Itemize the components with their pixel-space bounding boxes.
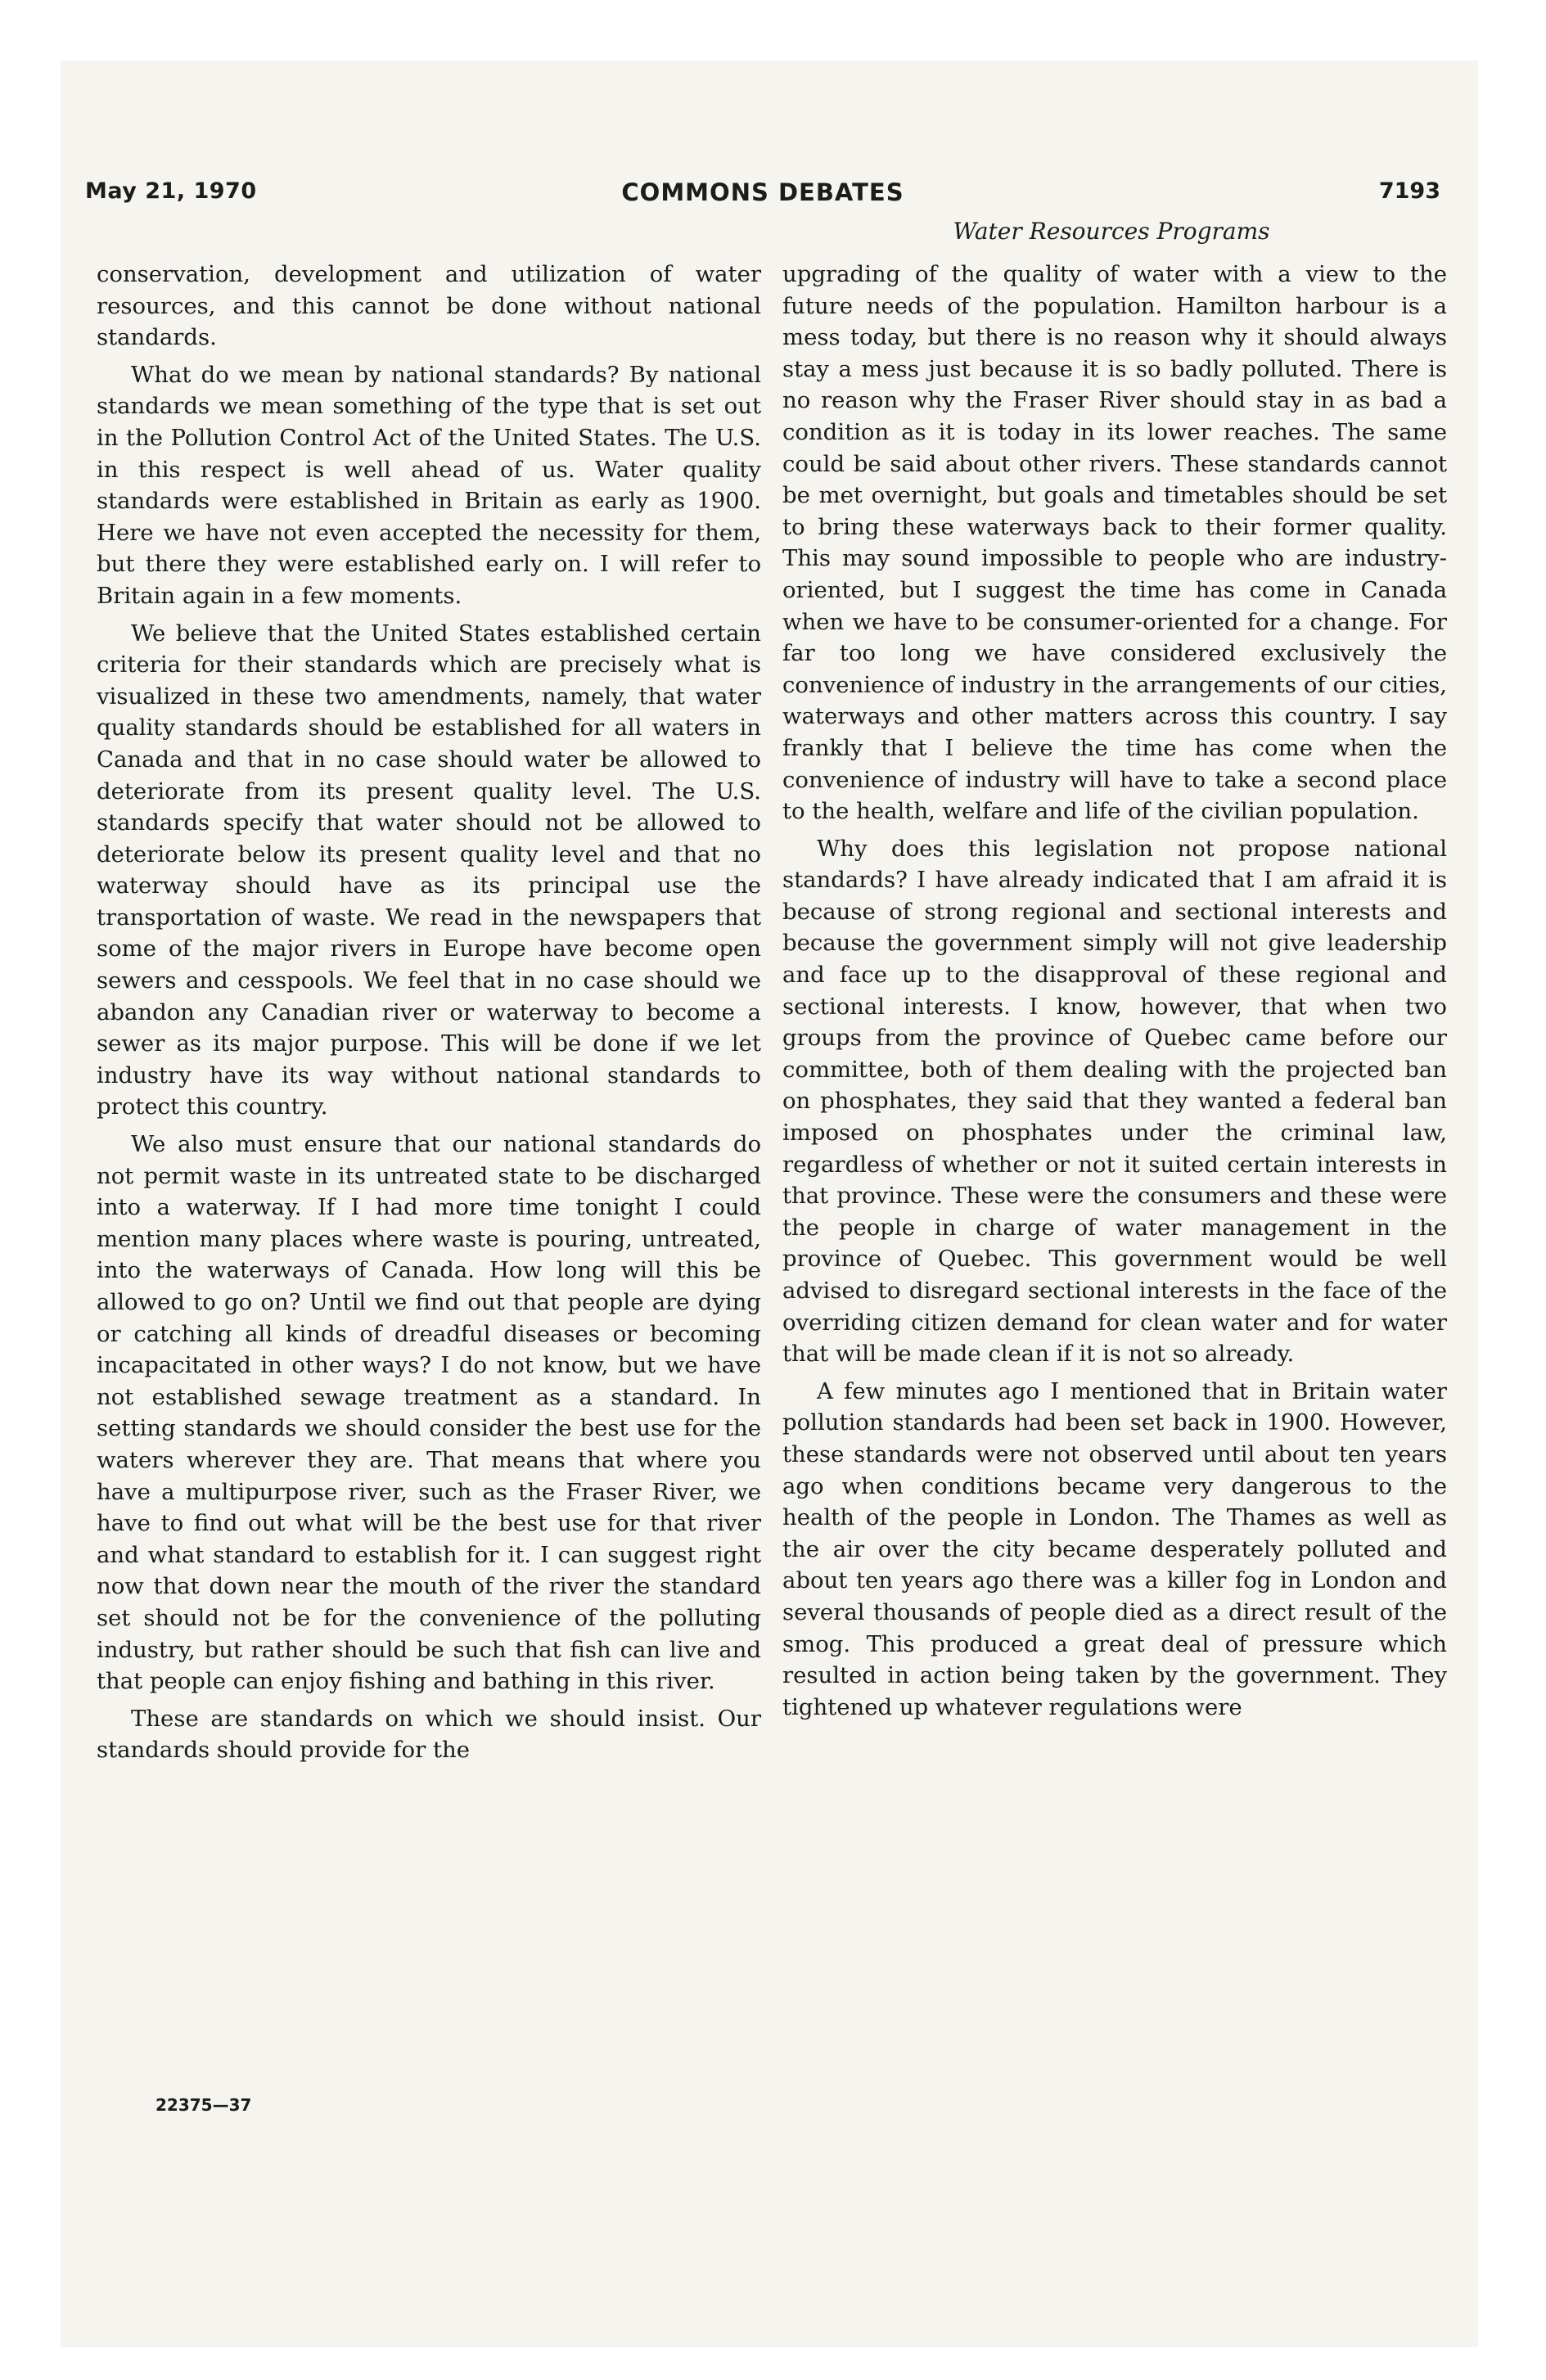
left-column [97, 259, 761, 1772]
paragraph: These are standards on which we should insist. Our standards should provide for the [97, 1705, 761, 1764]
paragraph: What do we mean by national standards? By national standards we mean something of the type that is set out in the Pollution Control Act of the United States. The U.S. in this respect is well ahead of us. Water quality standards were established in Britain as early as 1900. Here we have not even accepted the necessity for them, but there they were established early on. I will refer to Britain again in a few moments. [97, 361, 761, 609]
paragraph: Why does this legislation not propose national standards? I have already indicated that I am afraid it is because of strong regional and sectional interests and because the government simply will not give leadership and face up to the disapproval of these regional and sectional interests. I know, however, that when two groups from the province of Quebec came before our committee, both of them dealing with the projected ban on phosphates, they said that they wanted a federal ban imposed on phosphates under the criminal law, regardless of whether or not it suited certain interests in that province. These were the consumers and these were the people in charge of water management in the province of Quebec. This government would be well advised to disregard sectional interests in the face of the overriding citizen demand for clean water and for water that will be made clean if it is not so already. [782, 835, 1447, 1368]
page-header [85, 178, 1440, 221]
paragraph: We also must ensure that our national standards do not permit waste in its untreated state to be discharged into a waterway. If I had more time tonight I could mention many places where waste is pouring, untreated, into the waterways of Canada. How long will this be allowed to go on? Until we find out that people are dying or catching all kinds of dreadful diseases or becoming incapacitated in other ways? I do not know, but we have not established sewage treatment as a standard. In setting standards we should consider the best use for the waters wherever they are. That means that where you have a multipurpose river, such as the Fraser River, we have to find out what will be the best use for that river and what standard to establish for it. I can suggest right now that down near the mouth of the river the standard set should not be for the convenience of the polluting industry, but rather should be such that fish can live and that people can enjoy fishing and bathing in this river. [97, 1131, 761, 1695]
paragraph: upgrading of the quality of water with a view to the future needs of the population. Hamilton harbour is a mess today, but there is no reason why it should always stay a mess just because it is so badly polluted. There is no reason why the Fraser River should stay in as bad a condition as it is today in its lower reaches. The same could be said about other rivers. These standards cannot be met overnight, but goals and timetables should be set to bring these waterways back to their former quality. This may sound impossible to people who are industry-oriented, but I suggest the time has come in Canada when we have to be consumer-oriented for a change. For far too long we have considered exclusively the convenience of industry in the arrangements of our cities, waterways and other matters across this country. I say frankly that I believe the time has come when the convenience of industry will have to take a second place to the health, welfare and life of the civilian population. [782, 261, 1447, 825]
header-date: May 21, 1970 [85, 178, 257, 204]
header-page-number: 7193 [1378, 178, 1440, 204]
footer-code: 22375—37 [156, 2095, 252, 2115]
paragraph: conservation, development and utilization of water resources, and this cannot be done without national standards. [97, 261, 761, 351]
paragraph: A few minutes ago I mentioned that in Britain water pollution standards had been set back in 1900. However, these standards were not observed until about ten years ago when conditions became very dangerous to the health of the people in London. The Thames as well as the air over the city became desperately polluted and about ten years ago there was a killer fog in London and several thousands of people died as a direct result of the smog. This produced a great deal of pressure which resulted in action being taken by the government. They tightened up whatever regulations were [782, 1377, 1447, 1720]
header-title: COMMONS DEBATES [621, 178, 904, 206]
running-head: Water Resources Programs [953, 218, 1270, 245]
paragraph: We believe that the United States established certain criteria for their standards which are precisely what is visualized in these two amendments, namely, that water quality standards should be established for all waters in Canada and that in no case should water be allowed to deteriorate from its present quality level. The U.S. standards specify that water should not be allowed to deteriorate below its present quality level and that no waterway should have as its principal use the transportation of waste. We read in the newspapers that some of the major rivers in Europe have become open sewers and cesspools. We feel that in no case should we abandon any Canadian river or waterway to become a sewer as its major purpose. This will be done if we let industry have its way without national standards to protect this country. [97, 620, 761, 1120]
right-column [782, 259, 1447, 1729]
